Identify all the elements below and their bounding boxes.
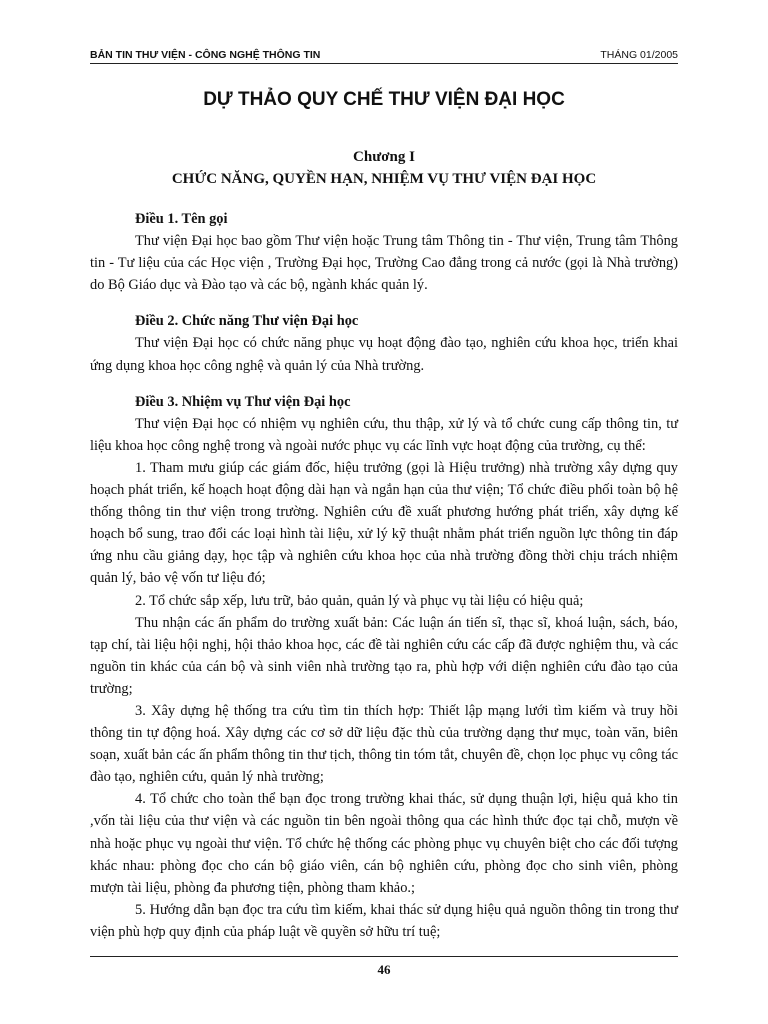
header-date: THÁNG 01/2005: [600, 49, 678, 61]
footer-divider: [90, 956, 678, 957]
article-paragraph: Thư viện Đại học có chức năng phục vụ hoạt động đào tạo, nghiên cứu khoa học, triển khai ứng dụng khoa học công nghệ và quản lý của Nhà trường.: [90, 335, 678, 374]
page-number: 46: [377, 962, 391, 977]
article-1: [90, 208, 678, 296]
article-paragraph: 5. Hướng dẫn bạn đọc tra cứu tìm kiếm, khai thác sử dụng hiệu quả nguồn thông tin trong thư viện phù hợp quy định của pháp luật về quyền sở hữu trí tuệ;: [90, 901, 678, 940]
article-paragraph: 3. Xây dựng hệ thống tra cứu tìm tin thích hợp: Thiết lập mạng lưới tìm kiếm và truy hồi thông tin tự động hoá. Xây dựng các cơ sở dữ liệu đặc thù của trường dạng thư mục, toàn văn, biên soạn, xuất bản các ấn phẩm thông tin thư tịch, thông tin tóm tắt, chuyên đề, chọn lọc phục vụ công tác đào tạo, nghiên cứu, quản lý nhà trường;: [90, 702, 678, 786]
article-2: [90, 310, 678, 376]
article-paragraph: Thư viện Đại học bao gồm Thư viện hoặc Trung tâm Thông tin - Thư viện, Trung tâm Thông tin - Tư liệu của các Học viện , Trường Đại học, Trường Cao đẳng trong cả nước (gọi là Nhà trường) do Bộ Giáo dục và Đào tạo và các bộ, ngành khác quản lý.: [90, 233, 678, 294]
article-paragraph: Thu nhận các ấn phẩm do trường xuất bản: Các luận án tiến sĩ, thạc sĩ, khoá luận, sách, báo, tạp chí, tài liệu hội nghị, hội thảo khoa học, các đề tài nghiên cứu các cấp đã được nghiệm thu, và các nguồn tin khác của cán bộ và sinh viên nhà trường tạo ra, phù hợp với diện nghiên cứu đào tạo của trường;: [90, 614, 678, 697]
page-header: [90, 44, 678, 64]
document-title: DỰ THẢO QUY CHẾ THƯ VIỆN ĐẠI HỌC: [203, 89, 565, 110]
article-heading: Điều 1. Tên gọi: [135, 211, 228, 227]
article-heading: Điều 2. Chức năng Thư viện Đại học: [135, 313, 359, 330]
chapter-label: Chương I: [353, 149, 415, 165]
article-heading: Điều 3. Nhiệm vụ Thư viện Đại học: [135, 393, 351, 410]
chapter-title: CHỨC NĂNG, QUYỀN HẠN, NHIỆM VỤ THƯ VIỆN ĐẠI HỌC: [171, 171, 597, 187]
header-publication: BẢN TIN THƯ VIỆN - CÔNG NGHỆ THÔNG TIN: [90, 49, 321, 61]
article-paragraph: Thư viện Đại học có nhiệm vụ nghiên cứu, thu thập, xử lý và tổ chức cung cấp thông tin, tư liệu khoa học công nghệ trong và ngoài nước phục vụ các lĩnh vực hoạt động của trường, cụ thể:: [90, 415, 678, 454]
document-body: [90, 88, 678, 957]
article-paragraph: 1. Tham mưu giúp các giám đốc, hiệu trưởng (gọi là Hiệu trưởng) nhà trường xây dựng quy hoạch phát triển, kế hoạch hoạt động dài hạn và ngắn hạn của thư viện; Tổ chức điều phối toàn bộ hệ thống thông tin thư viện trong trường. Nghiên cứu đề xuất phương hướng phát triển, xây dựng kế hoạch bổ sung, trao đổi các loại hình tài liệu, xử lý kỹ thuật nhằm phát triển nguồn lực thông tin đáp ứng nhu cầu giảng dạy, học tập và nghiên cứu khoa học của nhà trường đồng thời chịu trách nhiệm quản lý, bảo vệ vốn tư liệu đó;: [90, 459, 678, 587]
article-3: [90, 391, 678, 943]
article-paragraph: 2. Tổ chức sắp xếp, lưu trữ, bảo quản, quản lý và phục vụ tài liệu có hiệu quả;: [135, 592, 584, 609]
article-paragraph: 4. Tổ chức cho toàn thể bạn đọc trong trường khai thác, sử dụng thuận lợi, hiệu quả kho tin ,vốn tài liệu của thư viện và các nguồn tin bên ngoài thông qua các hình thức đọc tại chỗ, mượn về nhà hoặc phục vụ ngoài thư viện. Tổ chức hệ thống các phòng phục vụ chuyên biệt cho các đối tượng khác nhau: phòng đọc cho cán bộ giáo viên, cán bộ nghiên cứu, phòng đọc cho sinh viên, phòng mượn tài liệu, phòng đa phương tiện, phòng tham khảo.;: [90, 791, 678, 896]
